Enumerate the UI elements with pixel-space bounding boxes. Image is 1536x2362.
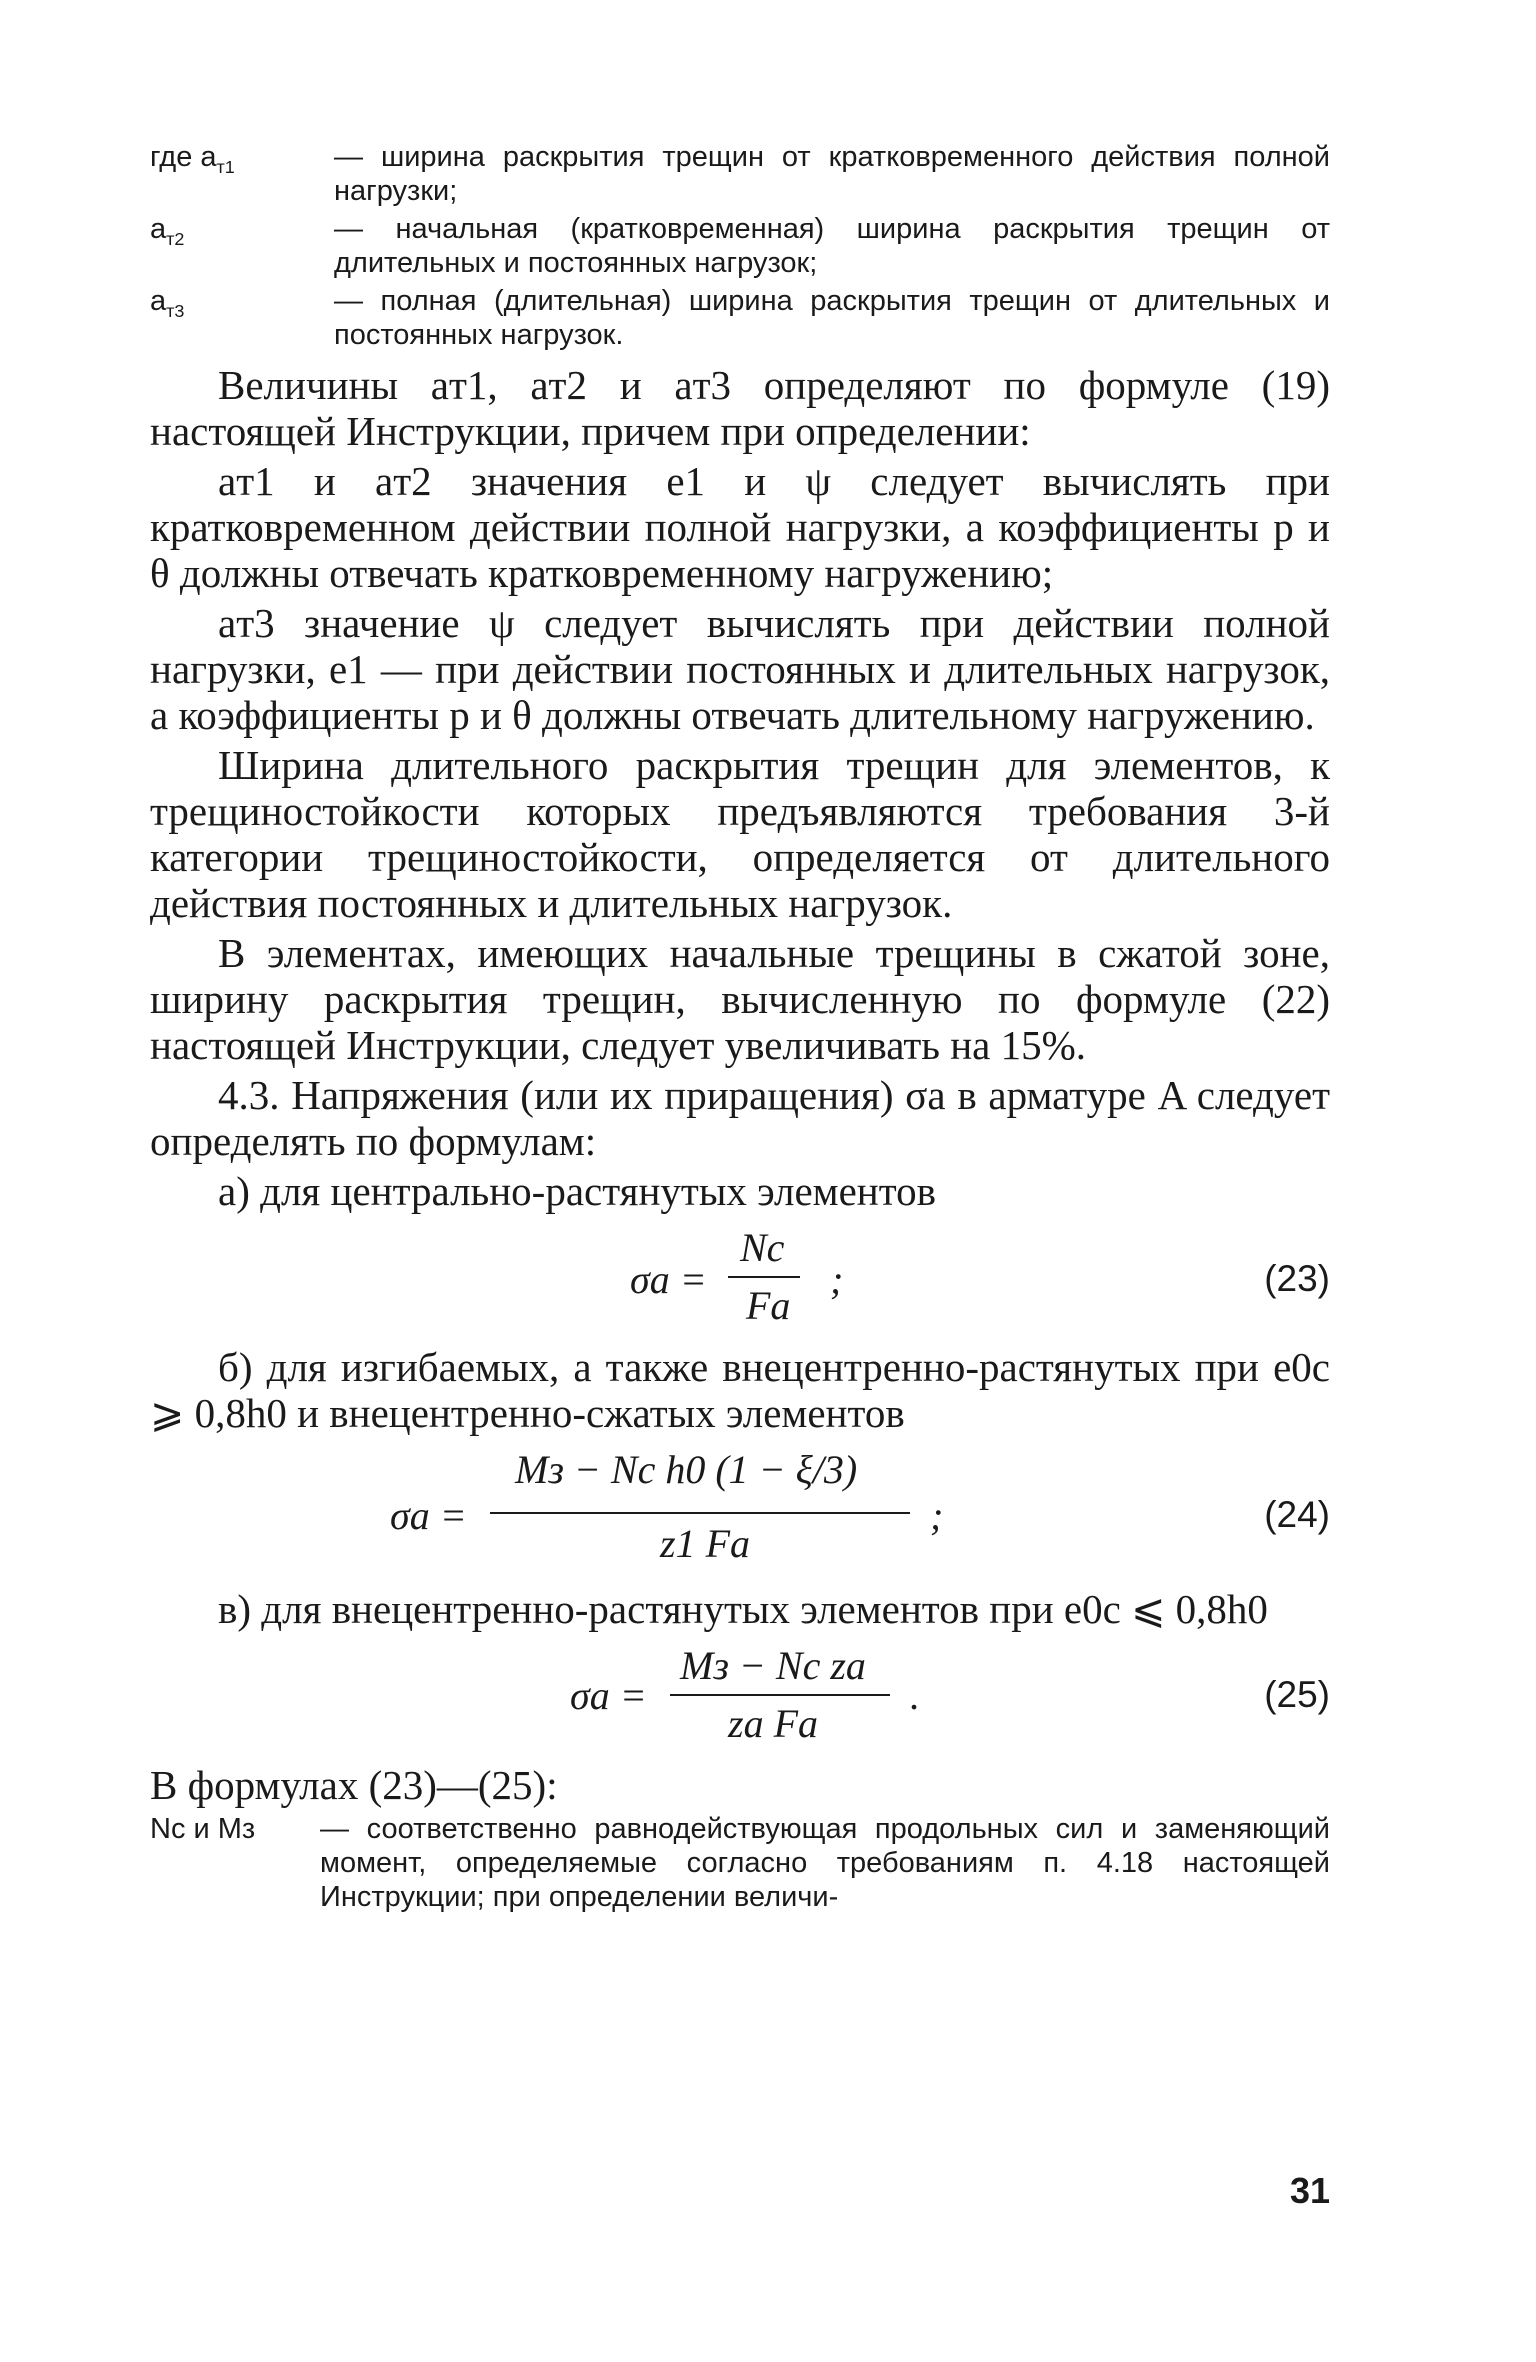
formula-numerator: Nc bbox=[740, 1225, 785, 1270]
definition-item bbox=[150, 140, 1330, 208]
definition-item bbox=[150, 212, 1330, 280]
note-text: — соответственно равнодействующая продольных сил и заменяющий момент, определяемые согласно требованиям п. 4.18 настоящей Инструкции; при определении величи- bbox=[320, 1813, 1330, 1913]
formula-lhs: σa = bbox=[630, 1257, 707, 1302]
formula-numerator: Mз − Nc za bbox=[680, 1643, 866, 1688]
formula-denominator: Fa bbox=[746, 1283, 791, 1328]
equation-number: (24) bbox=[1264, 1494, 1330, 1535]
formula-denominator: z1 Fa bbox=[660, 1521, 750, 1566]
definition-text: — полная (длительная) ширина раскрытия трещин от длительных и постоянных нагрузок. bbox=[334, 285, 1330, 351]
formula-23 bbox=[150, 1224, 1330, 1334]
formula-numerator: Mз − Nc h0 (1 − ξ/3) bbox=[515, 1447, 858, 1492]
paragraph: Ширина длительного раскрытия трещин для элементов, к трещиностойкости которых предъявляются требования 3-й категории трещиностойкости, определяется от длительного действия постоянных и длительных нагрузок. bbox=[150, 742, 1330, 926]
formula-tail: ; bbox=[930, 1493, 944, 1538]
section-heading-paragraph: 4.3. Напряжения (или их приращения) σa в арматуре A следует определять по формулам: bbox=[150, 1072, 1330, 1164]
paragraph: Величины aт1, aт2 и aт3 определяют по формуле (19) настоящей Инструкции, причем при определении: bbox=[150, 362, 1330, 454]
page-content bbox=[150, 140, 1330, 2211]
paragraph: В элементах, имеющих начальные трещины в сжатой зоне, ширину раскрытия трещин, вычисленную по формуле (22) настоящей Инструкции, следует увеличивать на 15%. bbox=[150, 930, 1330, 1068]
list-item-c: в) для внецентренно-растянутых элементов при e0c ⩽ 0,8h0 bbox=[218, 1586, 1268, 1632]
definition-symbol: $a_{т3}$ bbox=[150, 285, 185, 321]
formula-denominator: za Fa bbox=[728, 1701, 818, 1746]
list-item-a: а) для центрально-растянутых элементов bbox=[218, 1168, 936, 1214]
fraction-bar bbox=[490, 1512, 910, 1514]
formulas-intro: В формулах (23)—(25): bbox=[150, 1762, 558, 1808]
formula-tail: ; bbox=[830, 1257, 844, 1302]
fraction-bar bbox=[728, 1276, 800, 1278]
definitions-list bbox=[150, 140, 1330, 352]
definition-symbol: $a_{т2}$ bbox=[150, 213, 185, 249]
formula-lhs: σa = bbox=[570, 1673, 647, 1718]
definition-text: — начальная (кратковременная) ширина раскрытия трещин от длительных и постоянных нагрузок; bbox=[334, 213, 1330, 279]
definition-symbol: где $a_{т1}$ bbox=[150, 141, 235, 177]
note-definition bbox=[150, 1812, 1330, 1914]
equation-number: (23) bbox=[1264, 1258, 1330, 1299]
equation-number: (25) bbox=[1264, 1674, 1330, 1715]
paragraph: aт1 и aт2 значения e1 и ψ следует вычислять при кратковременном действии полной нагрузки, а коэффициенты p и θ должны отвечать кратковременному нагружению; bbox=[150, 458, 1330, 596]
list-item-b: б) для изгибаемых, а также внецентренно-растянутых при e0c ⩾ 0,8h0 и внецентренно-сжатых элементов bbox=[150, 1344, 1330, 1436]
subscript: т3 bbox=[166, 300, 185, 321]
page-number: 31 bbox=[1289, 2170, 1330, 2211]
formula-tail: . bbox=[910, 1673, 920, 1718]
formula-lhs: σa = bbox=[390, 1493, 467, 1538]
subscript: т1 bbox=[216, 156, 235, 177]
formula-24 bbox=[150, 1446, 1330, 1576]
paragraph: aт3 значение ψ следует вычислять при действии полной нагрузки, e1 — при действии постоянных и длительных нагрузок, а коэффициенты p и θ должны отвечать длительному нагружению. bbox=[150, 600, 1330, 738]
definition-text: — ширина раскрытия трещин от кратковременного действия полной нагрузки; bbox=[334, 141, 1330, 207]
subscript: т2 bbox=[166, 228, 185, 249]
formula-25 bbox=[150, 1642, 1330, 1752]
fraction-bar bbox=[670, 1694, 890, 1696]
definition-item bbox=[150, 284, 1330, 352]
note-symbols: Nc и Mз bbox=[150, 1813, 256, 1845]
